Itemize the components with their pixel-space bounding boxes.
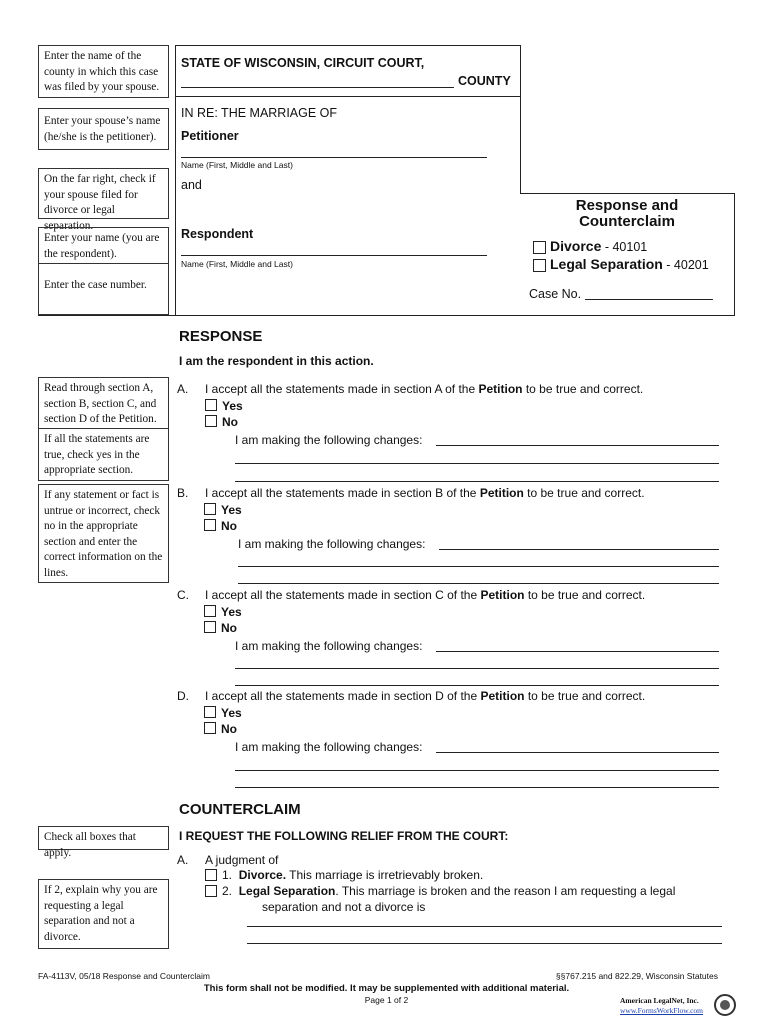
respondent-name-line[interactable] xyxy=(181,255,487,256)
case-no-label: Case No. xyxy=(529,287,582,301)
section-c-text: I accept all the statements made in section C of the xyxy=(205,588,481,602)
section-c-change-line-2[interactable] xyxy=(235,668,719,669)
logo-url[interactable]: www.FormsWorkFlow.com xyxy=(620,1006,704,1015)
caption-bottom-line xyxy=(38,315,735,316)
legal-separation-checkbox[interactable] xyxy=(533,259,546,272)
section-b-changes-label: I am making the following changes: xyxy=(238,537,426,551)
divorce-code: - 40101 xyxy=(601,240,648,254)
section-a-yes-label: Yes xyxy=(222,399,243,413)
section-b-no-label: No xyxy=(221,519,237,533)
section-a-text-end: to be true and correct. xyxy=(522,382,644,396)
section-d-change-line-2[interactable] xyxy=(235,770,719,771)
caption-divider-vertical xyxy=(175,45,176,315)
petitioner-name-hint: Name (First, Middle and Last) xyxy=(181,160,293,170)
instruction-if-all-true: If all the statements are true, check yes in the appropriate section. xyxy=(38,429,169,481)
section-b-no-checkbox[interactable] xyxy=(204,519,216,531)
legal-separation-option xyxy=(550,256,709,272)
divorce-checkbox[interactable] xyxy=(533,241,546,254)
section-a-petition: Petition xyxy=(478,382,523,396)
relief-legal-separation-checkbox[interactable] xyxy=(205,885,217,897)
instruction-spouse-name: Enter your spouse’s name (he/she is the petitioner). xyxy=(38,108,169,150)
section-b-change-line-2[interactable] xyxy=(238,566,719,567)
section-a-statement xyxy=(205,382,643,396)
relief-legal-separation-option xyxy=(222,884,675,898)
section-b-yes-label: Yes xyxy=(221,503,242,517)
petitioner-name-line[interactable] xyxy=(181,157,487,158)
section-b-text-end: to be true and correct. xyxy=(523,486,645,500)
section-a-change-line-2[interactable] xyxy=(235,463,719,464)
logo-icon-inner xyxy=(720,1000,730,1010)
section-c-yes-checkbox[interactable] xyxy=(204,605,216,617)
section-a-no-label: No xyxy=(222,415,238,429)
section-d-letter: D. xyxy=(177,689,189,703)
and-label: and xyxy=(181,178,202,192)
section-a-yes-checkbox[interactable] xyxy=(205,399,217,411)
section-d-statement xyxy=(205,689,645,703)
section-b-yes-checkbox[interactable] xyxy=(204,503,216,515)
section-c-no-checkbox[interactable] xyxy=(204,621,216,633)
footer-statutes: §§767.215 and 822.29, Wisconsin Statutes xyxy=(555,971,718,981)
relief-reason-line-1[interactable] xyxy=(247,926,722,927)
relief-legal-separation-num: 2. xyxy=(222,884,233,898)
counterclaim-a-letter: A. xyxy=(177,853,189,867)
relief-divorce-checkbox[interactable] xyxy=(205,869,217,881)
instruction-if-untrue: If any statement or fact is untrue or incorrect, check no in the appropriate section and enter the correct information on the lines. xyxy=(38,484,169,583)
section-b-statement xyxy=(205,486,645,500)
section-c-change-line-3[interactable] xyxy=(235,685,719,686)
county-label: COUNTY xyxy=(458,74,511,88)
section-d-change-line-3[interactable] xyxy=(235,787,719,788)
respondent-label: Respondent xyxy=(181,227,254,241)
section-a-changes-label: I am making the following changes: xyxy=(235,433,423,447)
instruction-read-through: Read through section A, section B, section C, and section D of the Petition. xyxy=(38,377,169,429)
instruction-case-number: Enter the case number. xyxy=(38,264,169,315)
instruction-far-right: On the far right, check if your spouse filed for divorce or legal separation. xyxy=(38,168,169,219)
section-d-yes-label: Yes xyxy=(221,706,242,720)
caption-mid-line xyxy=(520,193,734,194)
relief-legal-separation-label: Legal Separation xyxy=(238,884,336,898)
form-title-line1: Response and xyxy=(575,197,679,214)
section-d-no-label: No xyxy=(221,722,237,736)
footer-form-id: FA-4113V, 05/18 Response and Counterclaim xyxy=(38,971,211,981)
footer-page-number: Page 1 of 2 xyxy=(364,995,409,1005)
counterclaim-heading: COUNTERCLAIM xyxy=(179,801,301,818)
petitioner-label: Petitioner xyxy=(181,129,239,143)
section-a-text: I accept all the statements made in section A of the xyxy=(205,382,479,396)
section-c-yes-label: Yes xyxy=(221,605,242,619)
section-b-petition: Petition xyxy=(479,486,524,500)
instruction-county: Enter the name of the county in which this case was filed by your spouse. xyxy=(38,45,169,98)
section-b-change-line-3[interactable] xyxy=(238,583,719,584)
section-d-change-line-1[interactable] xyxy=(436,752,719,753)
county-input-line[interactable] xyxy=(181,87,454,88)
caption-right-line xyxy=(520,45,521,193)
footer-notice: This form shall not be modified. It may be supplemented with additional material. xyxy=(203,983,570,994)
relief-legal-separation-continuation: separation and not a divorce is xyxy=(262,900,426,914)
legal-separation-code: - 40201 xyxy=(662,258,709,272)
section-c-statement xyxy=(205,588,645,602)
section-c-letter: C. xyxy=(177,588,189,602)
section-d-petition: Petition xyxy=(480,689,525,703)
section-b-change-line-1[interactable] xyxy=(439,549,719,550)
caption-court-separator xyxy=(175,96,520,97)
section-c-change-line-1[interactable] xyxy=(436,651,719,652)
section-c-no-label: No xyxy=(221,621,237,635)
section-d-yes-checkbox[interactable] xyxy=(204,706,216,718)
relief-legal-separation-text: . This marriage is broken and the reason I am requesting a legal xyxy=(335,884,676,898)
relief-divorce-text: This marriage is irretrievably broken. xyxy=(286,868,484,882)
section-d-text-end: to be true and correct. xyxy=(524,689,646,703)
instruction-your-name: Enter your name (you are the respondent). xyxy=(38,227,169,264)
case-no-input-line[interactable] xyxy=(585,299,713,300)
caption-top-line xyxy=(175,45,520,46)
court-heading: STATE OF WISCONSIN, CIRCUIT COURT, xyxy=(181,56,425,70)
counterclaim-request: I REQUEST THE FOLLOWING RELIEF FROM THE COURT: xyxy=(179,829,509,843)
section-d-text: I accept all the statements made in section D of the xyxy=(205,689,481,703)
section-a-change-line-3[interactable] xyxy=(235,481,719,482)
divorce-label: Divorce xyxy=(550,238,602,254)
section-a-change-line-1[interactable] xyxy=(436,445,719,446)
section-a-letter: A. xyxy=(177,382,189,396)
counterclaim-a-text: A judgment of xyxy=(205,853,279,867)
response-heading: RESPONSE xyxy=(179,328,263,345)
relief-divorce-num: 1. xyxy=(222,868,233,882)
form-title-line2: Counterclaim xyxy=(579,213,675,230)
response-statement: I am the respondent in this action. xyxy=(179,354,374,368)
respondent-name-hint: Name (First, Middle and Last) xyxy=(181,259,293,269)
relief-divorce-option xyxy=(222,868,483,882)
section-c-text-end: to be true and correct. xyxy=(524,588,646,602)
instruction-if-2: If 2, explain why you are requesting a legal separation and not a divorce. xyxy=(38,879,169,949)
section-c-petition: Petition xyxy=(480,588,525,602)
section-b-text: I accept all the statements made in section B of the xyxy=(205,486,480,500)
instruction-check-all: Check all boxes that apply. xyxy=(38,826,169,850)
section-c-changes-label: I am making the following changes: xyxy=(235,639,423,653)
caption-far-right-line xyxy=(734,193,735,315)
section-b-letter: B. xyxy=(177,486,189,500)
logo-name: American LegalNet, Inc. xyxy=(620,996,699,1005)
section-a-no-checkbox[interactable] xyxy=(205,415,217,427)
relief-reason-line-2[interactable] xyxy=(247,943,722,944)
relief-divorce-label: Divorce. xyxy=(238,868,287,882)
legal-separation-label: Legal Separation xyxy=(550,256,663,272)
divorce-option xyxy=(550,238,647,254)
section-d-no-checkbox[interactable] xyxy=(204,722,216,734)
section-d-changes-label: I am making the following changes: xyxy=(235,740,423,754)
in-re-heading: IN RE: THE MARRIAGE OF xyxy=(181,106,338,120)
